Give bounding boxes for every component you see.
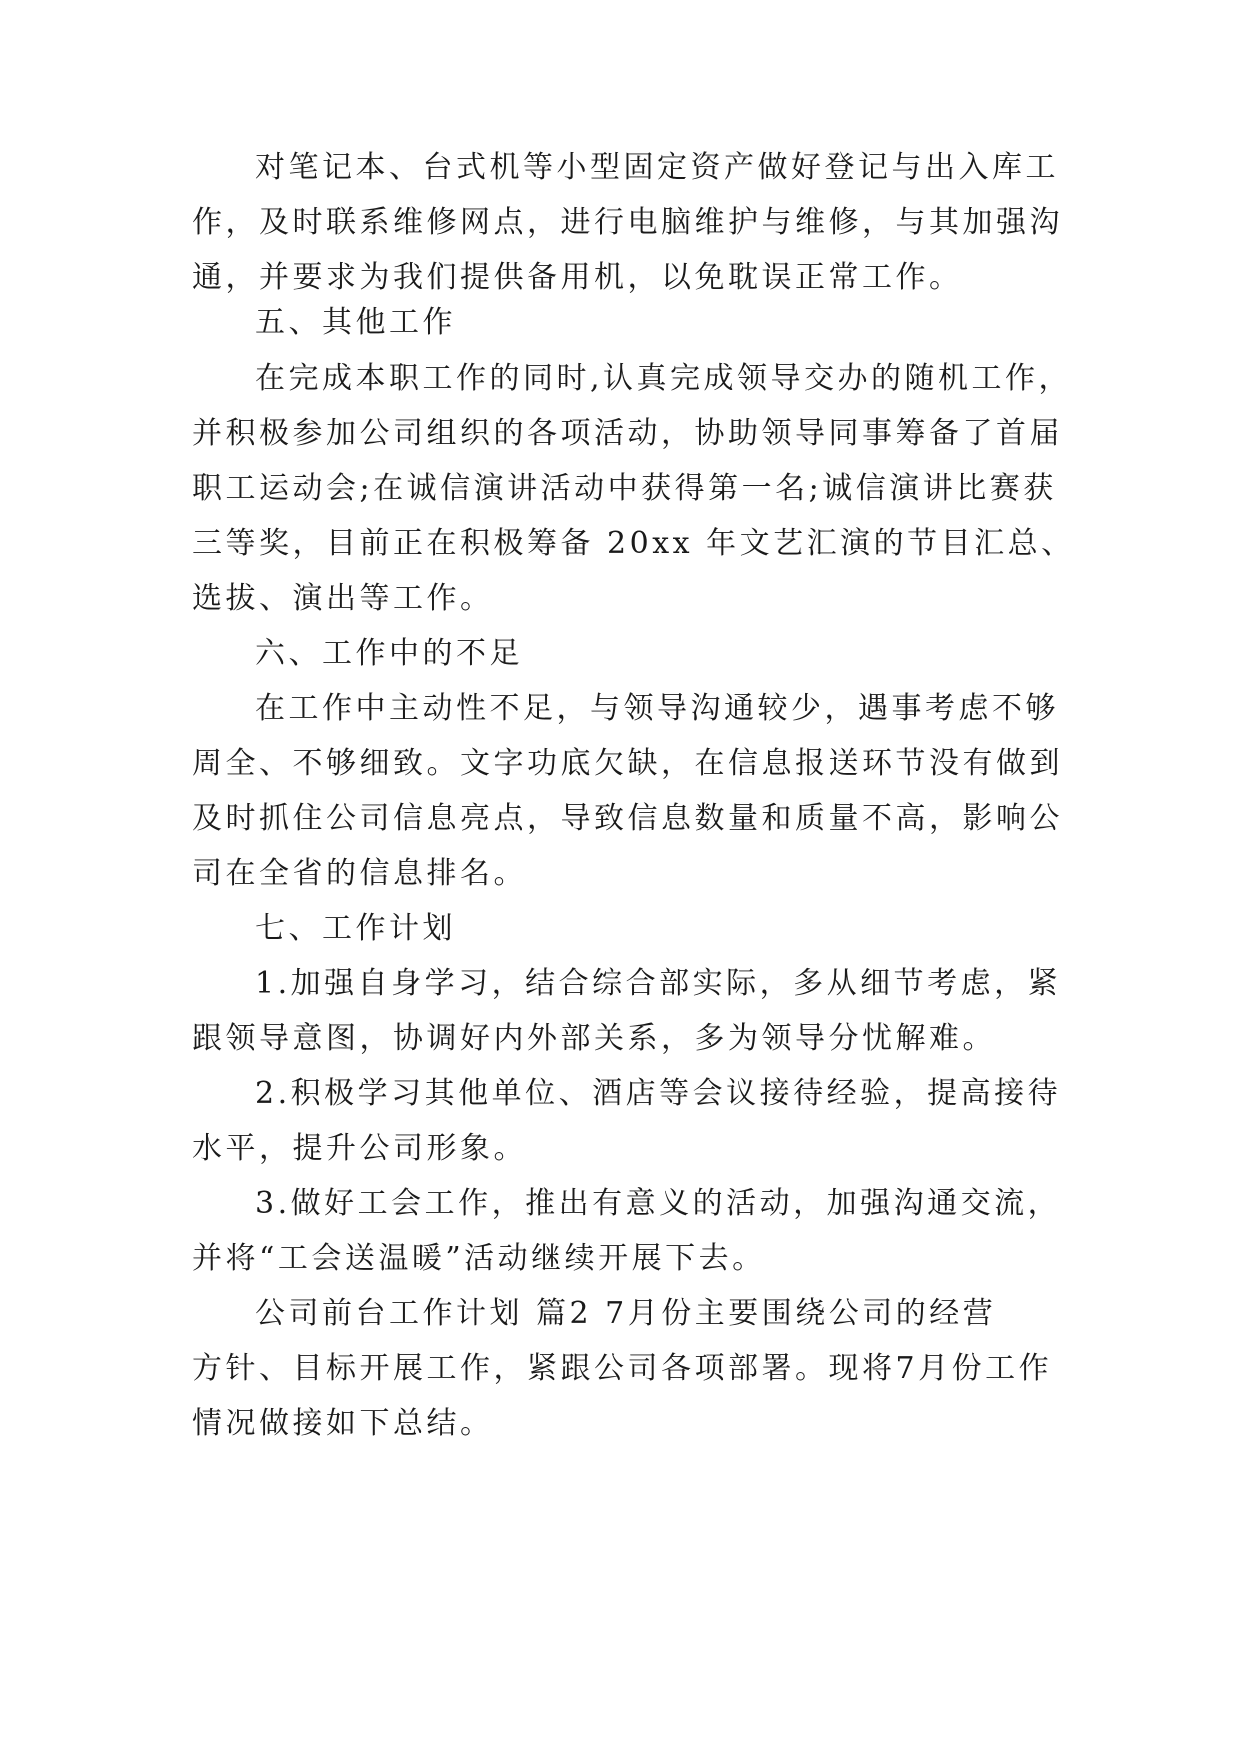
paragraph-line: 水平，提升公司形象。 — [192, 1131, 527, 1166]
section-heading: 七、工作计划 — [255, 911, 456, 946]
section-heading: 五、其他工作 — [255, 305, 456, 340]
paragraph-line: 职工运动会;在诚信演讲活动中获得第一名;诚信演讲比赛获 — [192, 471, 1057, 506]
paragraph-line: 3.做好工会工作，推出有意义的活动，加强沟通交流， — [255, 1186, 1062, 1221]
paragraph-line: 并积极参加公司组织的各项活动，协助领导同事筹备了首届 — [192, 416, 1063, 451]
paragraph-line: 并将“工会送温暖”活动继续开展下去。 — [192, 1241, 766, 1276]
paragraph-line: 方针、目标开展工作，紧跟公司各项部署。现将7月份工作 — [192, 1351, 1053, 1386]
section-heading: 六、工作中的不足 — [255, 636, 523, 671]
paragraph-line: 通，并要求为我们提供备用机，以免耽误正常工作。 — [192, 260, 963, 295]
paragraph-line: 三等奖，目前正在积极筹备 20xx 年文艺汇演的节目汇总、 — [192, 526, 1075, 561]
paragraph-line: 周全、不够细致。文字功底欠缺，在信息报送环节没有做到 — [192, 746, 1063, 781]
paragraph-line: 作，及时联系维修网点，进行电脑维护与维修，与其加强沟 — [192, 205, 1063, 240]
paragraph-line: 在完成本职工作的同时,认真完成领导交办的随机工作， — [255, 361, 1073, 396]
paragraph-line: 在工作中主动性不足，与领导沟通较少，遇事考虑不够 — [255, 691, 1059, 726]
paragraph-line: 选拔、演出等工作。 — [192, 581, 494, 616]
paragraph-line: 情况做接如下总结。 — [192, 1406, 494, 1441]
paragraph-line: 及时抓住公司信息亮点，导致信息数量和质量不高，影响公 — [192, 801, 1063, 836]
paragraph-line: 司在全省的信息排名。 — [192, 856, 527, 891]
paragraph-line: 公司前台工作计划 篇2 7月份主要围绕公司的经营 — [255, 1296, 997, 1331]
paragraph-line: 对笔记本、台式机等小型固定资产做好登记与出入库工 — [255, 150, 1059, 185]
paragraph-line: 跟领导意图，协调好内外部关系，多为领导分忧解难。 — [192, 1021, 996, 1056]
paragraph-line: 1.加强自身学习，结合综合部实际，多从细节考虑，紧 — [255, 966, 1062, 1001]
paragraph-line: 2.积极学习其他单位、酒店等会议接待经验，提高接待 — [255, 1076, 1062, 1111]
